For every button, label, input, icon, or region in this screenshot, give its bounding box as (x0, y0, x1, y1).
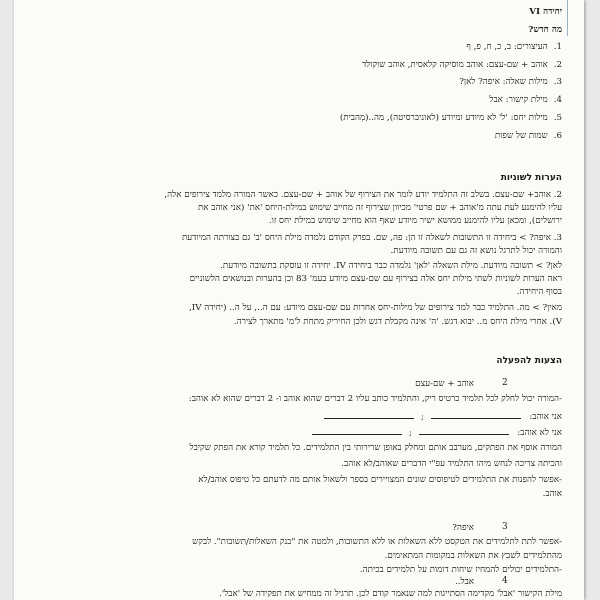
exercise-number: 3 (502, 522, 508, 532)
note-line: עליו להימנע לעת עתה מ'אוהב + שם פרטי' מכיוון שצירוף זה מחייב שימוש במילת-היחס 'את' (אני אוהב את (198, 203, 562, 213)
fill-label: אני אוהב: (529, 412, 562, 422)
exercise-line: והכיתה צריכה לנחש מיהו התלמיד עפ"י הדברים שאוהב/לא אוהב. (341, 459, 562, 469)
document-page (14, 0, 584, 600)
list-item: 2.אוהב + שם-עצם: אוהב מוסיקה קלאסית, אוהב שוקולד (361, 60, 562, 70)
note-line: בסוף היחידה. (516, 287, 562, 297)
exercise-line: -אפשר להפנות את התלמידים לטיפוסים שונים המצויירים בספר ולשאול אותם מה לדעתם כל טיפוס אוהב/לא (198, 475, 562, 485)
fill-row: אני לא אוהב: ; (34, 426, 562, 440)
list-item: 6.שמות של שפות (494, 131, 562, 141)
note-line: 2. אוהב+ שם-עצם. בשלב זה התלמיד יודע לומר את הצירוף של אוהב + שם-עצם. כאשר המורה מלמד צירופים אלה, (164, 190, 562, 200)
blank-line (324, 410, 414, 419)
exercise-line: -המורה יכול לחלק לכל תלמיד כרטיס ריק, והתלמיד כותב עליו 2 דברים שהוא אוהב ו- 2 דברים שהוא לא אוהב: (188, 394, 562, 404)
note-line: והמורה יכול לתרגל נושא זה גם עם תשובה מיודעת. (390, 246, 562, 256)
note-line: V). אחרי מילת היחס מ.. יבוא דגש. 'ה' אינה מקבלת דגש ולכן החיריק מתחת ל'מ' מתארך לצירה. (233, 317, 562, 327)
exercise-number: 2 (502, 378, 508, 388)
margin-line (567, 0, 568, 36)
list-item: 3.מילות שאלה: איפה? לאן? (459, 77, 562, 87)
note-line: לאן? > תשובה מיודעת. מילת השאלה 'לאן' נלמדה כבר ביחידה IV. יחידה זו עוסקת בתשובה מיודעת. (220, 261, 562, 271)
list-item: 1.העיצורים: ב, כ, ח, פ, ף (466, 42, 562, 52)
exercise-heading: אבל.. (455, 577, 474, 587)
exercise-number: 4 (502, 576, 508, 586)
blank-line (431, 410, 521, 419)
exercise-heading: אוהב + שם-עצם (415, 379, 474, 389)
note-line: ראה הערות לשוניות לשתי מילות יחס אלה בצירוף עם שם-עצם מיודע בעמ' 83 וכן בהערות ובנושאים הלשוניים (189, 274, 562, 284)
exercise-line: -התלמידים יכולים להמחיז שיחות דומות על תלמידים בכיתה. (359, 565, 562, 575)
exercise-line: אוהב. (542, 489, 562, 499)
exercise-line: מילת הקישור 'אבל' מקדימה הסתייגות למה שנאמר קודם לכן. תרגיל זה ממחיש את תפקידה של 'אבל'. (219, 589, 562, 599)
note-line: ירושלים), ומכאן עליו להימנע ממושא ישיר מיודע שאף הוא מחייב שימוש במילת יחס זו. (268, 216, 562, 226)
list-item: 5.מילות יחס: 'ל' לא מיודע ומיודע (לאוניברסיטה), מה..(מְהבית) (339, 113, 562, 123)
exercise-heading: איפה? (452, 523, 474, 533)
whats-new-heading: מה חדש? (528, 25, 562, 35)
fill-label: אני לא אוהב: (517, 428, 562, 438)
exercise-line: המורה אוסף את הפתקים, מערבב אותם ומחלק באופן שרירותי בין התלמידים. כל תלמיד קורא את הפתק שקיבל (189, 443, 562, 453)
exercise-line: מהתלמידים לשבץ את השאלות במקומות המתאימים. (384, 551, 562, 561)
exercise-line: -אפשר לתת לתלמידים את הטקסט ללא השאלות או ללא התשובות, ולמטה את "בנק השאלות/תשובות". לבקש (192, 537, 562, 547)
blank-line (312, 426, 402, 435)
fill-row: אני אוהב: ; (34, 410, 562, 424)
note-line: 3. איפה? > ביחידה זו התשובות לשאלה זו הן: פה, שם. בפרק הקודם נלמדה מילת היחס 'ב' גם בצורתה המיודעת (181, 233, 562, 243)
note-line: מאין? > מה. התלמיד כבר למד צירופים של מילות-יחס אחרות עם שם-עצם מיודע: עם ה.., על ה.. (יחידה IV, (189, 303, 562, 313)
list-item: 4.מילת קישור: אבל (489, 95, 562, 105)
activation-heading: הצעות להפעלה (496, 356, 562, 366)
blank-line (419, 426, 509, 435)
language-notes-heading: הערות לשוניות (500, 173, 562, 183)
unit-title: יחידה VI (529, 7, 562, 17)
